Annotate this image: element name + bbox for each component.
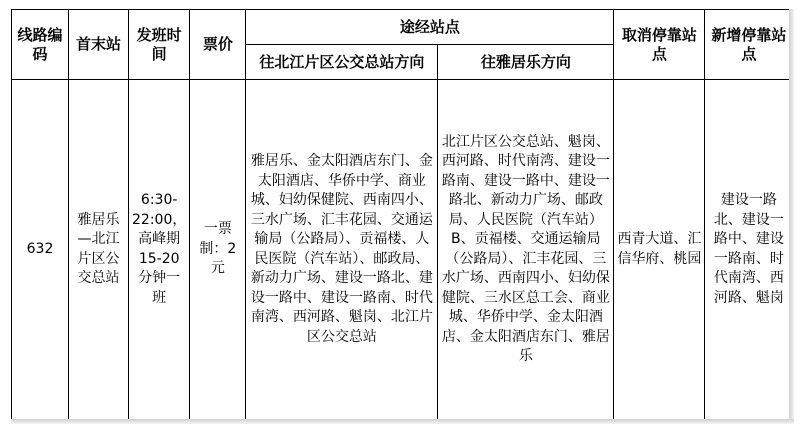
cell-fare: 一票制：2元 [190,80,246,420]
cell-terminals: 雅居乐—北江片区公交总站 [69,80,129,420]
cell-schedule: 6:30-22:00，高峰期15-20分钟一班 [129,80,190,420]
header-added-stops: 新增停靠站点 [705,10,793,80]
header-row-1 [12,10,793,45]
cell-added-stops: 建设一路北、建设一路中、建设一路南、时代南湾、西河路、魁岗 [705,80,793,420]
header-dir-to-yaju: 往雅居乐方向 [438,45,614,80]
cell-cancelled-stops: 西青大道、汇信华府、桃园 [614,80,705,420]
cell-stops-to-beijiang: 雅居乐、金太阳酒店东门、金太阳酒店、华侨中学、商业城、妇幼保健院、西南四小、三水广场、汇丰花园、交通运输局（公路局）、贡福楼、人民医院（汽车站）、邮政局、新动力广场、建设一路北、建设一路中、建设一路南、时代南湾、西河路、魁岗、北江片区公交总站 [246,80,438,420]
cell-route-no: 632 [12,80,69,420]
header-via-stops: 途经站点 [246,10,614,45]
header-dir-to-beijiang: 往北江片区公交总站方向 [246,45,438,80]
header-fare: 票价 [190,10,246,80]
cell-stops-to-yaju: 北江片区公交总站、魁岗、西河路、时代南湾、建设一路南、建设一路中、建设一路北、新动力广场、邮政局、人民医院（汽车站）B、贡福楼、交通运输局（公路局）、汇丰花园、三水广场、西南四小、妇幼保健院、三水区总工会、商业城、华侨中学、金太阳酒店、金太阳酒店东门、雅居乐 [438,80,614,420]
header-cancelled-stops: 取消停靠站点 [614,10,705,80]
table-shadow-right [789,9,794,419]
header-route-no: 线路编码 [12,10,69,80]
header-schedule: 发班时间 [129,10,190,80]
table-shadow-bottom [11,419,794,424]
route-table [11,9,793,420]
header-terminals: 首末站 [69,10,129,80]
table-row [12,80,793,420]
